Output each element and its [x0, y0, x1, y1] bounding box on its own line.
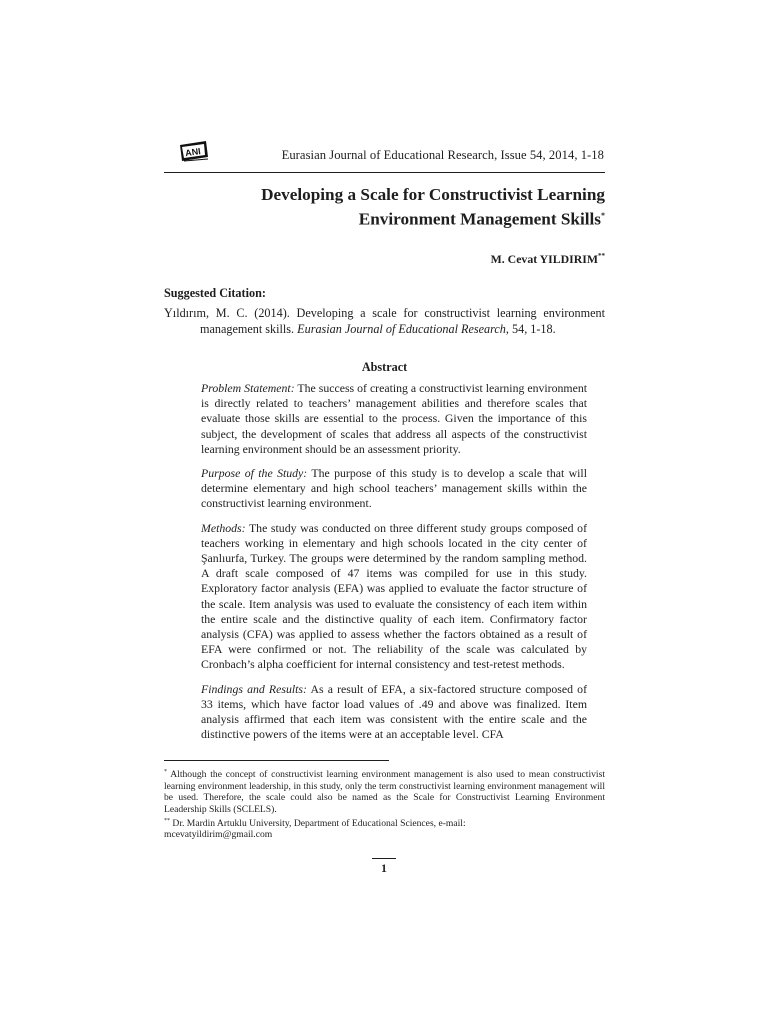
header-divider — [164, 172, 605, 173]
journal-logo-icon — [178, 141, 210, 163]
footnote-2: ** Dr. Mardin Artuklu University, Department of Educational Sciences, e-mail: — [164, 817, 466, 829]
page-number: 1 — [381, 861, 387, 875]
footnote-divider — [164, 760, 389, 761]
abstract-paragraph: Findings and Results: As a result of EFA, a six-factored structure composed of 33 items, which have factor load values of .49 and above was finalized. Item analysis affirmed that each item was consistent with the entire scale and the distinctive powers of the items were at an acceptable level. CFA — [201, 681, 588, 742]
abstract-body — [201, 381, 587, 751]
svg-text:ANI: ANI — [184, 146, 202, 159]
footnote-1: * Although the concept of constructivist learning environment management is also used to mean constructivist learning environment leadership, in this study, only the term constructivist learning environment management will be used. Therefore, the scale could also be named as the Scale for Constructivist Learning Environment Leadership Skills (SCLELS). — [164, 769, 605, 815]
author-footnote-mark: ** — [598, 252, 605, 261]
citation-text: Yıldırım, M. C. (2014). Developing a scale for constructivist learning environment management skills. Eurasian Journal of Educational Research, 54, 1-18. — [164, 306, 605, 336]
citation-heading: Suggested Citation: — [164, 286, 266, 300]
author-name: M. Cevat YILDIRIM** — [490, 252, 605, 266]
article-title — [164, 184, 605, 230]
page-number-rule — [372, 858, 396, 859]
abstract-heading: Abstract — [361, 360, 408, 374]
citation-journal: Eurasian Journal of Educational Research, — [297, 322, 509, 336]
author-email[interactable]: mcevatyildirim@gmail.com — [164, 829, 273, 841]
journal-reference: Eurasian Journal of Educational Research, Issue 54, 2014, 1-18 — [281, 148, 604, 162]
title-footnote-mark: * — [601, 211, 605, 220]
title-line-1: Developing a Scale for Constructivist Learning — [261, 185, 605, 204]
footnotes — [164, 767, 605, 841]
abstract-paragraph: Methods: The study was conducted on three different study groups composed of teachers working in elementary and high schools located in the city center of Şanlıurfa, Turkey. The groups were determined by the random sampling method. A draft scale composed of 47 items was compiled for use in this study. Exploratory factor analysis (EFA) was applied to evaluate the factor structure of the scale. Item analysis was used to evaluate the consistency of each item within the entire scale and the distinctive quality of each item. Confirmatory factor analysis (CFA) was applied to assess whether the factors obtained as a result of EFA were confirmed or not. The reliability of the scale was calculated by Cronbach’s alpha coefficient for internal consistency and test-retest methods. — [201, 520, 587, 672]
abstract-paragraph: Problem Statement: The success of creating a constructivist learning environment is directly related to teachers’ management abilities and therefore scales that evaluate those skills are essential to the process. Given the importance of this subject, the development of scales that address all aspects of the constructivist learning environment should be an assessment priority. — [201, 381, 587, 456]
abstract-paragraph: Purpose of the Study: The purpose of this study is to develop a scale that will determine elementary and high school teachers’ management skills within the constructivist learning environment. — [201, 466, 587, 511]
title-line-2: Environment Management Skills* — [358, 209, 605, 229]
